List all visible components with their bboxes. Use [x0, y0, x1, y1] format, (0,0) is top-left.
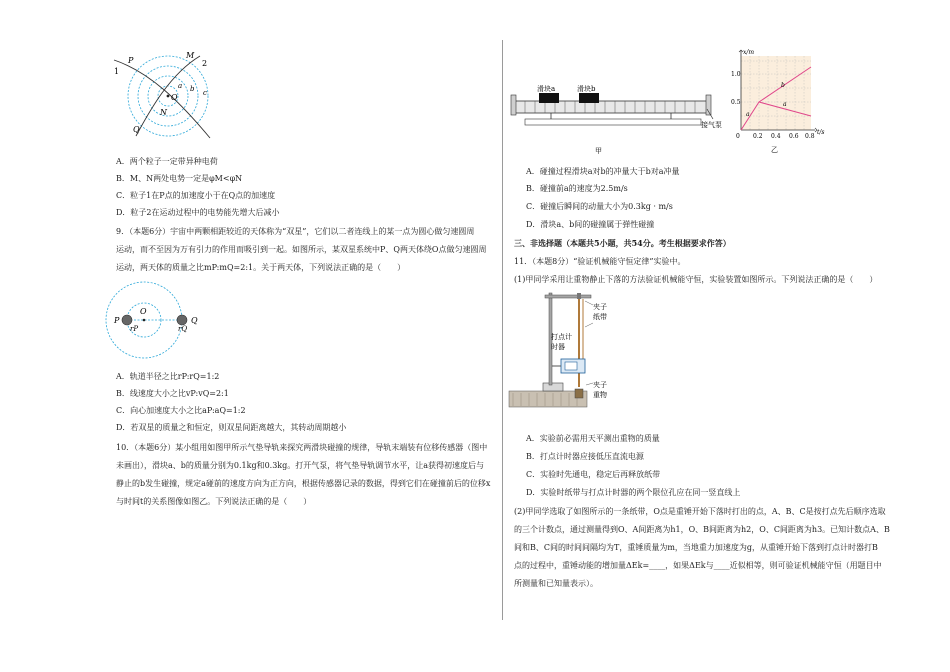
- q9-option-b: B．线速度大小之比vP:vQ=2:1: [116, 389, 229, 398]
- q10-line-3: 静止的b发生碰撞，规定a碰前的速度方向为正方向，根据传感器记录的数据，得到它们在碰撞前后的位移x: [116, 479, 491, 488]
- q10-line-1: 10．（本题6分）某小组用如图甲所示气垫导轨来探究两滑块碰撞的规律，导轨末端装有位移传感器（图中: [116, 443, 488, 452]
- q10-option-d: D．滑块a、b间的碰撞属于弹性碰撞: [526, 220, 655, 229]
- q11-part-2-line-3: 间和B、C间的时间间隔均为T，重锤质量为m，当地重力加速度为g，从重锤开始下落到打点计时器打B: [514, 543, 878, 552]
- q10-line-2: 未画出），滑块a、b的质量分别为0.1kg和0.3kg。打开气泵，将气垫导轨调节水平，让a获得初速度后与: [116, 461, 485, 470]
- q11-option-d: D．实验时纸带与打点计时器的两个限位孔应在同一竖直线上: [526, 488, 741, 497]
- yi-xtick-06: 0.6: [789, 133, 799, 140]
- q11-label-tape: 纸带: [593, 313, 607, 321]
- q9-line-2: 运动，而不至因为万有引力的作用而吸引到一起。如图所示，某双星系统中P、Q两天体绕O点做匀速圆周: [116, 245, 487, 254]
- q8-label-o: O: [171, 93, 178, 102]
- q9-label-p: P: [114, 316, 120, 325]
- q9-label-q: Q: [191, 316, 198, 325]
- yi-ytick-10: 1.0: [731, 71, 741, 78]
- q9-figure: [108, 280, 218, 366]
- yi-origin: 0: [736, 133, 740, 140]
- q8-label-m: M: [186, 51, 195, 60]
- jia-caption: 甲: [595, 147, 602, 155]
- q11-label-timer-1: 打点计: [551, 333, 572, 341]
- q8-label-c: c: [203, 89, 207, 97]
- q11-intro: 11．（本题8分）“验证机械能守恒定律”实验中。: [514, 257, 686, 266]
- q11-part-2-line-4: 点的过程中，重锤动能的增加量ΔEk=____，如果ΔEk与____近似相等，则可验证机械能守恒（用题目中: [514, 561, 882, 570]
- q8-label-n: N: [160, 108, 167, 117]
- q11-label-clip-top: 夹子: [593, 303, 607, 311]
- jia-label-pump: 接气泵: [701, 121, 722, 129]
- q9-line-3: 运动，两天体的质量之比mP:mQ=2:1。关于两天体，下列说法正确的是（ ）: [116, 263, 406, 272]
- yi-label-a: a: [746, 111, 750, 118]
- q9-label-rp: rP: [130, 325, 139, 333]
- q8-label-b: b: [190, 85, 195, 93]
- q11-option-c: C．实验时先通电，稳定后再释放纸带: [526, 470, 661, 479]
- q8-label-a: a: [178, 82, 183, 90]
- q8-option-d: D．粒子2在运动过程中的电势能先增大后减小: [116, 208, 280, 217]
- q10-option-b: B．碰撞前a的速度为2.5m/s: [526, 184, 628, 193]
- q9-option-d: D．若双星的质量之和恒定，则双星间距离越大，其转动周期越小: [116, 423, 347, 432]
- q11-label-weight: 重物: [593, 391, 607, 399]
- yi-ytick-05: 0.5: [731, 99, 741, 106]
- q8-option-b: B．M、N两处电势一定是φM<φN: [116, 174, 243, 183]
- yi-xtick-08: 0.8: [805, 133, 815, 140]
- q9-label-o: O: [140, 307, 147, 316]
- q11-part-1: (1)甲同学采用让重物静止下落的方法验证机械能守恒，实验装置如图所示。下列说法正确的是（ ）: [514, 275, 878, 284]
- section-3-heading: 三、非选择题（本题共5小题，共54分。考生根据要求作答）: [514, 238, 731, 248]
- q11-label-clip-bottom: 夹子: [593, 381, 607, 389]
- q11-option-a: A．实验前必需用天平测出重物的质量: [526, 434, 660, 443]
- q10-figure-yi: [731, 48, 841, 156]
- q11-figure: [509, 287, 634, 411]
- q8-figure: [110, 50, 230, 142]
- q8-option-c: C．粒子1在P点的加速度小于在Q点的加速度: [116, 191, 276, 200]
- q9-option-a: A．轨道半径之比rP:rQ=1:2: [116, 372, 220, 381]
- yi-xtick-02: 0.2: [753, 133, 763, 140]
- q10-option-c: C．碰撞后瞬间的动量大小为0.3kg · m/s: [526, 202, 673, 211]
- yi-xtick-04: 0.4: [771, 133, 781, 140]
- q10-figure-jia: [511, 85, 722, 157]
- q11-option-b: B．打点计时器应接低压直流电源: [526, 452, 644, 461]
- q9-label-rq: rQ: [178, 325, 188, 333]
- yi-label-b: b: [781, 82, 785, 89]
- q9-option-c: C．向心加速度大小之比aP:aQ=1:2: [116, 406, 246, 415]
- q8-label-q: Q: [133, 125, 140, 134]
- q11-part-2-line-1: (2)甲同学选取了如图所示的一条纸带，O点是重锤开始下落时打出的点，A、B、C是按打点先后顺序选取: [514, 507, 886, 516]
- q11-label-timer-2: 时器: [551, 343, 565, 351]
- q11-part-2-line-2: 的三个计数点，通过测量得到O、A间距离为h1，O、B间距离为h2，O、C间距离为h3。已知计数点A、B: [514, 525, 890, 534]
- jia-label-slider-b: 滑块b: [577, 85, 596, 93]
- q11-part-2-line-5: 所测量和已知量表示）。: [514, 579, 598, 588]
- q8-label-2: 2: [202, 59, 208, 68]
- q10-option-a: A．碰撞过程滑块a对b的冲量大于b对a冲量: [526, 167, 680, 176]
- yi-ylabel: x/m: [743, 49, 755, 56]
- yi-label-a2: a: [783, 101, 787, 108]
- q8-option-a: A．两个粒子一定带异种电荷: [116, 157, 218, 166]
- yi-caption: 乙: [771, 146, 778, 154]
- q8-label-1: 1: [114, 67, 120, 76]
- yi-xlabel: t/s: [817, 129, 825, 136]
- q9-line-1: 9．（本题6分）宇宙中两颗相距较近的天体称为“双星”，它们以二者连线上的某一点为圆心做匀速圆周: [116, 227, 475, 236]
- q10-line-4: 与时间t的关系图像如图乙。下列说法正确的是（ ）: [116, 497, 312, 506]
- q8-label-p: P: [128, 56, 134, 65]
- column-divider: [502, 40, 503, 620]
- jia-label-slider-a: 滑块a: [537, 85, 556, 93]
